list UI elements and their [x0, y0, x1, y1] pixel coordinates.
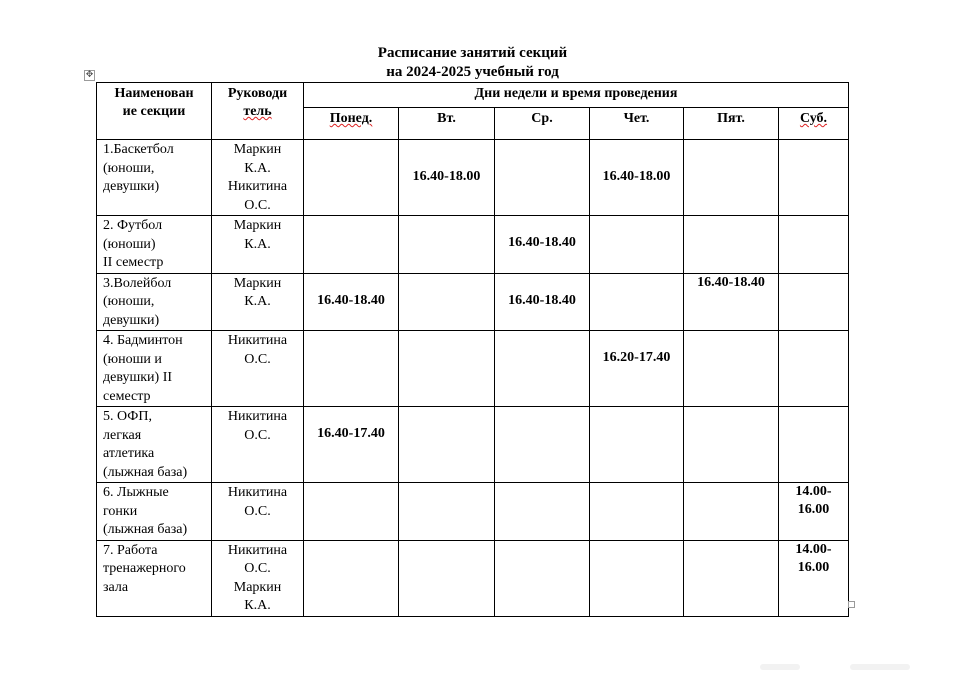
leader-name-line: Маркин [233, 142, 282, 157]
section-name-line: 7. Работа [103, 542, 158, 558]
section-name-line: гонки [103, 503, 138, 519]
time-cell-sat [779, 216, 849, 274]
leader-name-line: Маркин [233, 275, 282, 291]
leader-cell [212, 216, 304, 274]
section-name-line: легкая [103, 427, 142, 443]
section-name-line: (юноши, [103, 160, 155, 176]
time-cell-mon [304, 483, 399, 541]
time-cell-mon: 16.40-17.40 [304, 407, 399, 483]
faint-artifact [760, 664, 800, 670]
leader-name-line: К.А. [244, 294, 271, 309]
leader-name-line: Маркин [233, 218, 282, 233]
time-cell-fri [684, 331, 779, 407]
table-row [97, 140, 849, 216]
header-day-fri: Пят. [684, 108, 779, 140]
leader-cell [212, 483, 304, 541]
section-name-cell [97, 273, 212, 331]
section-name-line: зала [103, 579, 129, 595]
table-row [97, 216, 849, 274]
time-cell-fri [684, 483, 779, 541]
table-row [97, 483, 849, 541]
section-name-line: (лыжная база) [103, 522, 188, 537]
header-section-line1: Наименован [114, 86, 194, 101]
section-name-line: девушки) [103, 179, 160, 194]
header-day-mon: Понед. [304, 108, 399, 140]
time-cell-thu [590, 483, 684, 541]
table-move-handle-icon[interactable]: ✥ [85, 70, 94, 80]
section-name-cell [97, 331, 212, 407]
time-cell-thu [590, 273, 684, 331]
leader-name-line: Никитина [227, 179, 288, 194]
header-day-thu: Чет. [590, 108, 684, 140]
section-name-line: 5. ОФП, [103, 409, 152, 424]
section-name-line: (юноши, [103, 294, 155, 309]
time-cell-sat [779, 331, 849, 407]
faint-artifact [850, 664, 910, 670]
time-cell-mon [304, 331, 399, 407]
time-cell-fri [684, 540, 779, 616]
leader-cell [212, 407, 304, 483]
time-cell-fri [684, 407, 779, 483]
section-name-line: тренажерного [103, 561, 186, 576]
time-cell-tue [399, 331, 495, 407]
leader-name-line: Никитина [227, 542, 288, 558]
section-name-line: семестр [103, 388, 151, 404]
leader-name-line: К.А. [244, 598, 271, 613]
time-cell-wed: 16.40-18.40 [495, 216, 590, 274]
leader-name-line: Никитина [227, 333, 288, 348]
section-name-line: II семестр [103, 255, 164, 270]
time-cell-fri: 16.40-18.40 [684, 273, 779, 331]
time-cell-thu [590, 407, 684, 483]
section-name-line: девушки) [103, 312, 160, 328]
time-cell-tue [399, 483, 495, 541]
section-name-line: девушки) II [103, 370, 173, 385]
time-cell-wed [495, 331, 590, 407]
time-cell-sat [779, 273, 849, 331]
leader-cell [212, 273, 304, 331]
header-section-line2: ие секции [122, 104, 186, 119]
time-cell-mon [304, 540, 399, 616]
time-cell-wed [495, 540, 590, 616]
time-cell-mon [304, 216, 399, 274]
time-cell-mon: 16.40-18.40 [304, 273, 399, 331]
header-section-name [97, 83, 212, 140]
section-name-cell [97, 216, 212, 274]
leader-name-line: Никитина [227, 409, 288, 424]
schedule-title: Расписание занятий секций [377, 45, 568, 61]
header-leader-line2: тель [243, 104, 272, 119]
section-name-line: атлетика [103, 446, 155, 461]
time-cell-wed [495, 140, 590, 216]
time-cell-wed: 16.40-18.40 [495, 273, 590, 331]
header-leader-line1: Руководи [227, 86, 288, 101]
time-cell-wed [495, 483, 590, 541]
section-name-line: 2. Футбол [103, 218, 163, 233]
leader-cell [212, 331, 304, 407]
table-resize-handle[interactable] [848, 601, 855, 608]
header-leader [212, 83, 304, 140]
section-name-cell [97, 540, 212, 616]
table-row [97, 331, 849, 407]
section-name-line: 3.Волейбол [103, 275, 172, 291]
header-days-group: Дни недели и время проведения [304, 83, 849, 108]
time-cell-thu [590, 216, 684, 274]
leader-cell [212, 540, 304, 616]
section-name-line: 1.Баскетбол [103, 142, 174, 157]
section-name-line: (лыжная база) [103, 464, 188, 480]
time-cell-fri [684, 140, 779, 216]
leader-name-line: К.А. [244, 160, 271, 176]
time-cell-tue [399, 216, 495, 274]
time-cell-wed [495, 407, 590, 483]
section-name-line: (юноши и [103, 351, 162, 367]
time-cell-tue: 16.40-18.00 [399, 140, 495, 216]
leader-cell [212, 140, 304, 216]
section-name-cell [97, 140, 212, 216]
section-name-line: 4. Бадминтон [103, 333, 183, 348]
leader-name-line: О.С. [244, 427, 271, 443]
header-day-sat: Суб. [779, 108, 849, 140]
leader-name-line: К.А. [244, 236, 271, 252]
header-day-tue: Вт. [399, 108, 495, 140]
time-cell-sat [779, 407, 849, 483]
table-row [97, 407, 849, 483]
time-cell-tue [399, 540, 495, 616]
leader-name-line: О.С. [244, 351, 271, 367]
schedule-subtitle: на 2024-2025 учебный год [386, 64, 559, 80]
time-cell-fri [684, 216, 779, 274]
time-cell-mon [304, 140, 399, 216]
leader-name-line: О.С. [244, 503, 271, 519]
time-cell-tue [399, 407, 495, 483]
table-row [97, 273, 849, 331]
leader-name-line: О.С. [244, 561, 271, 576]
leader-name-line: Маркин [233, 579, 282, 595]
leader-name-line: Никитина [227, 485, 288, 500]
time-cell-thu [590, 540, 684, 616]
time-cell-thu: 16.40-18.00 [590, 140, 684, 216]
schedule-table [96, 82, 849, 617]
section-name-cell [97, 407, 212, 483]
time-cell-sat: 14.00- 16.00 [779, 540, 849, 616]
section-name-line: 6. Лыжные [103, 485, 169, 500]
time-cell-sat [779, 140, 849, 216]
section-name-cell [97, 483, 212, 541]
section-name-line: (юноши) [103, 236, 156, 252]
time-cell-sat: 14.00- 16.00 [779, 483, 849, 541]
time-cell-thu: 16.20-17.40 [590, 331, 684, 407]
leader-name-line: О.С. [244, 197, 271, 213]
header-day-wed: Ср. [495, 108, 590, 140]
time-cell-tue [399, 273, 495, 331]
table-row [97, 540, 849, 616]
